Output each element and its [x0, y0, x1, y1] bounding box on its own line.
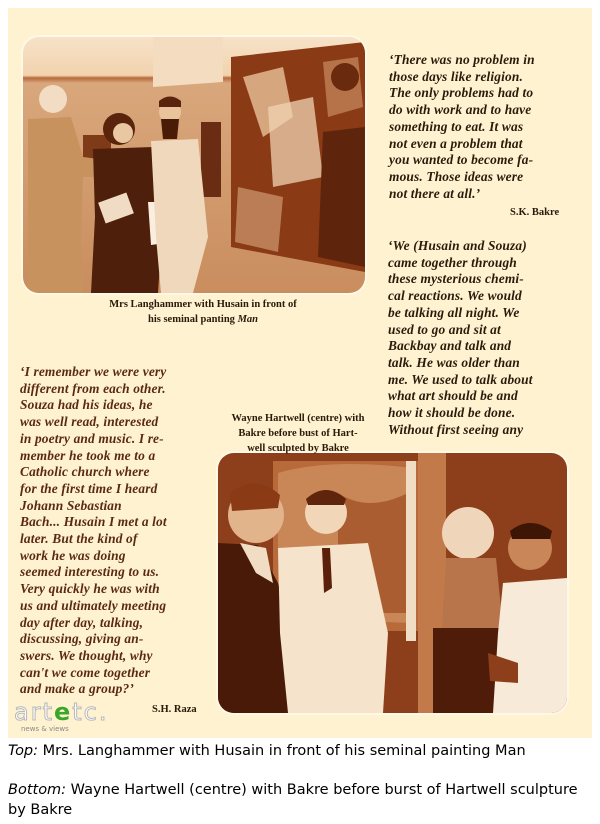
caption-top-line2 — [68, 312, 338, 327]
quote-raza: ‘I remember we were very different from each other. Souza had his ideas, he was well read, interested in poetry and music. I re- member he took me to a Catholic church where for the first time I heard Johann Sebastian Bach... Husain I met a lot later. But the kind of work he was doing seemed interesting to us. Very quickly he was with us and ultimately meeting day after day, talking, discussing, giving an- swers. We thought, why can't we come together and make a group?’ — [20, 364, 167, 697]
footer-caption-top — [8, 741, 594, 761]
photo-langhammer-husain — [23, 37, 365, 293]
photo-caption-bottom — [208, 411, 388, 456]
photo-hartwell-bakre-image — [218, 453, 567, 713]
quote-bakre-attribution: S.K. Bakre — [510, 207, 560, 218]
caption-top-emphasis: Man — [237, 314, 258, 325]
caption-top-line2-text: his seminal panting — [147, 314, 235, 325]
logo-wordmark — [14, 698, 109, 726]
artetc-logo — [14, 698, 109, 733]
footer-top-label: Top: — [8, 743, 39, 759]
quote-bakre: ‘There was no problem in those days like religion. The only problems had to do with work and to have something to eat. It was not even a problem that you wanted to become fa- mous. Those ideas were not there at all.’ — [389, 52, 535, 201]
logo-part2: e — [53, 698, 73, 726]
photo-hartwell-bakre — [218, 453, 567, 713]
caption-bottom-line1: Wayne Hartwell (centre) with — [231, 413, 365, 424]
magazine-page — [8, 8, 592, 738]
quote-husain-souza: ‘We (Husain and Souza) came together through these mysterious chemi- cal reactions. We would be talking all night. We used to go and sit at Backbay and talk and talk. He was older than me. We used to talk about what art should be and how it should be done. Without first seeing any — [388, 238, 533, 437]
logo-tagline: news & views — [21, 725, 69, 733]
footer-top-text: Mrs. Langhammer with Husain in front of his seminal painting Man — [38, 743, 526, 759]
caption-top-line1: Mrs Langhammer with Husain in front of — [109, 299, 297, 310]
logo-part1: art — [14, 698, 54, 726]
footer-bottom-text: Wayne Hartwell (centre) with Bakre before burst of Hartwell sculpture by Bakre — [8, 782, 578, 818]
footer-bottom-label: Bottom: — [8, 782, 67, 798]
logo-part3: tc. — [72, 698, 109, 726]
footer-caption-bottom — [8, 780, 594, 820]
quote-raza-attribution: S.H. Raza — [152, 704, 197, 715]
photo-langhammer-husain-image — [23, 37, 365, 293]
caption-bottom-line2: Bakre before bust of Hart- — [238, 428, 358, 439]
caption-bottom-line3: well sculpted by Bakre — [247, 443, 349, 454]
photo-caption-top — [68, 297, 338, 327]
